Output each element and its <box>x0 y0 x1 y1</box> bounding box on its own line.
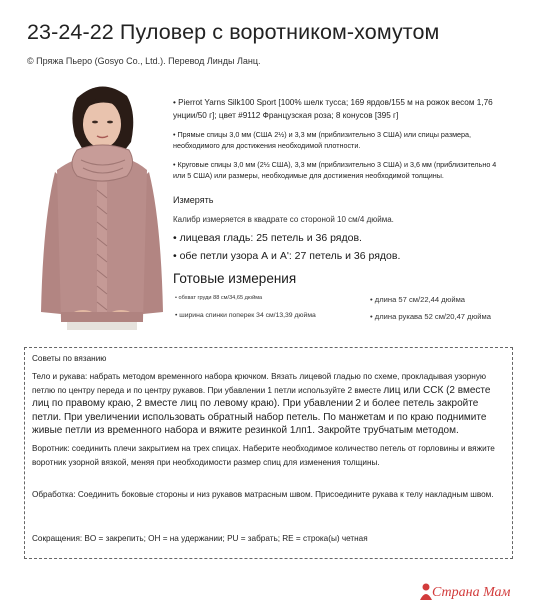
dimensions-heading: Готовые измерения <box>173 271 297 286</box>
dimension-length-text: длина 57 см/22,44 дюйма <box>374 295 466 304</box>
tips-body-sleeves-part: 2 и более петель закройте петли. При увеличении использовать обратный набор петель. По манжетам и по краю поднимите живые петли из временного набора и вяжите резинкой 1лп1. Закройте трубчатым методом. <box>32 398 487 436</box>
tips-abbreviations: Сокращения: BO = закрепить; OH = на удержании; PU = забрать; RE = строка(ы) четная <box>32 534 368 543</box>
tips-body-sleeves-part: лиц или ССК (2 вместе лиц по правому краю, 2 вместе лиц по левому краю). При убавлении <box>32 384 491 409</box>
gauge-heading: Измерять <box>173 195 214 205</box>
tips-body-sleeves <box>32 370 502 438</box>
materials-circular-needles: • Круговые спицы 3,0 мм (2½ США), 3,3 мм (приблизительно 3 США) и 3,6 мм (приблизительно 4 или 5 США) или размеры, необходимые для достижения необходимой толщины. <box>173 160 497 180</box>
dimension-bust: • обхват груди 88 см/34,65 дюйма <box>175 295 263 301</box>
dimension-sleeve: • длина рукава 52 см/20,47 дюйма <box>370 312 491 321</box>
dimension-back-width-text: ширина спинки поперек 34 см/13,39 дюйма <box>179 312 316 319</box>
tips-heading: Советы по вязанию <box>32 354 107 363</box>
model-photo <box>33 80 169 330</box>
gauge-item-text: обе петли узора А и А': 27 петель и 36 рядов. <box>179 250 401 262</box>
straight-needles-text: Прямые спицы 3,0 мм (США 2½) и 3,3 мм (приблизительно 3 США) или спицы размера, необходимого для достижения необходимой плотности. <box>173 130 472 150</box>
gauge-item: • обе петли узора А и А': 27 петель и 36 рядов. <box>173 250 401 262</box>
gauge-item: • лицевая гладь: 25 петель и 36 рядов. <box>173 232 362 244</box>
tips-finishing: Обработка: Соединить боковые стороны и низ рукавов матрасным швом. Присоедините рукава к телу накладным швом. <box>32 490 494 499</box>
dimension-bust-text: обхват груди 88 см/34,65 дюйма <box>178 295 263 301</box>
dimension-back-width: • ширина спинки поперек 34 см/13,39 дюйма <box>175 312 316 319</box>
materials-yarn: • Pierrot Yarns Silk100 Sport [100% шелк тусса; 169 ярдов/155 м на рожок весом 1,76 унции/50 г]; цвет #9112 Французская роза; 8 конусов [395 г] <box>173 98 493 120</box>
materials-straight-needles: • Прямые спицы 3,0 мм (США 2½) и 3,3 мм (приблизительно 3 США) или спицы размера, необходимого для достижения необходимой плотности. <box>173 130 472 150</box>
gauge-intro: Калибр измеряется в квадрате со стороной 10 см/4 дюйма. <box>173 215 394 224</box>
circular-needles-text: Круговые спицы 3,0 мм (2½ США), 3,3 мм (приблизительно 3 США) и 3,6 мм (приблизительно 4 или 5 США) или размеры, необходимые для достижения необходимой толщины. <box>173 160 497 180</box>
dimension-length: • длина 57 см/22,44 дюйма <box>370 295 466 304</box>
dimension-sleeve-text: длина рукава 52 см/20,47 дюйма <box>374 312 491 321</box>
page-title: 23-24-22 Пуловер с воротником-хомутом <box>27 20 440 44</box>
tips-collar: Воротник: соединить плечи закрытием на трех спицах. Наберите необходимое количество петель от горловины и вяжите воротник узорной вязкой, меняя при необходимости размер спиц для изменения толщины. <box>32 444 495 467</box>
tips-body-sleeves-part: Тело и рукава: набрать методом временного набора крючком. Вязать лицевой гладью по схеме, прокладывая узорную петлю по центру переда и по центру рукавов. При убавлении 1 петли используйте 2 вместе <box>32 372 487 395</box>
yarn-text: Pierrot Yarns Silk100 Sport [100% шелк тусса; 169 ярдов/155 м на рожок весом 1,76 унции/50 г]; цвет #9112 Французская роза; 8 конусов [395 г] <box>173 98 493 120</box>
watermark: Страна Мам <box>432 585 511 600</box>
copyright-line: © Пряжа Пьеро (Gosyo Co., Ltd.). Перевод Линды Ланц. <box>27 56 261 66</box>
gauge-item-text: лицевая гладь: 25 петель и 36 рядов. <box>179 232 362 244</box>
